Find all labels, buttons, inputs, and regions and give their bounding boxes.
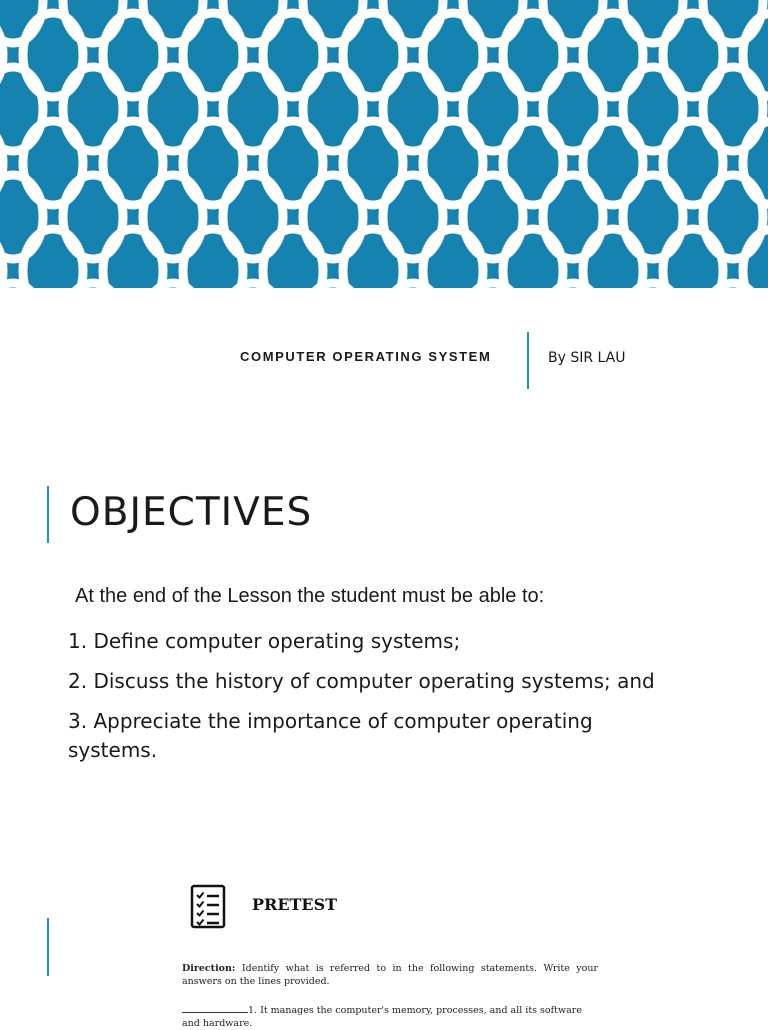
- pretest-title: PRETEST: [252, 895, 338, 914]
- objective-item: 2. Discuss the history of computer operating systems; and: [68, 669, 655, 693]
- answer-blank: [182, 1003, 248, 1013]
- author-name: By SIR LAU: [548, 350, 626, 366]
- pretest-accent-bar: [47, 918, 49, 976]
- direction-text: Identify what is referred to in the following statements. Write your answers on the lines provided.: [182, 963, 598, 987]
- pretest-direction: [182, 962, 598, 988]
- checklist-icon: [190, 884, 226, 929]
- title-divider: [527, 332, 529, 389]
- objective-item: 1. Define computer operating systems;: [68, 629, 461, 653]
- direction-label: Direction:: [182, 963, 236, 974]
- question-text: 1. It manages the computer's memory, processes, and all its software and hardware.: [182, 1005, 582, 1029]
- objectives-intro: At the end of the Lesson the student must be able to:: [75, 585, 545, 607]
- objectives-accent-bar: [47, 486, 49, 543]
- objective-item: 3. Appreciate the importance of computer operating systems.: [68, 709, 593, 762]
- objectives-list: [68, 627, 688, 776]
- decorative-pattern-banner: [0, 0, 768, 288]
- pretest-question-1: [182, 1003, 602, 1030]
- objectives-heading: OBJECTIVES: [70, 490, 313, 535]
- course-title: COMPUTER OPERATING SYSTEM: [240, 349, 492, 364]
